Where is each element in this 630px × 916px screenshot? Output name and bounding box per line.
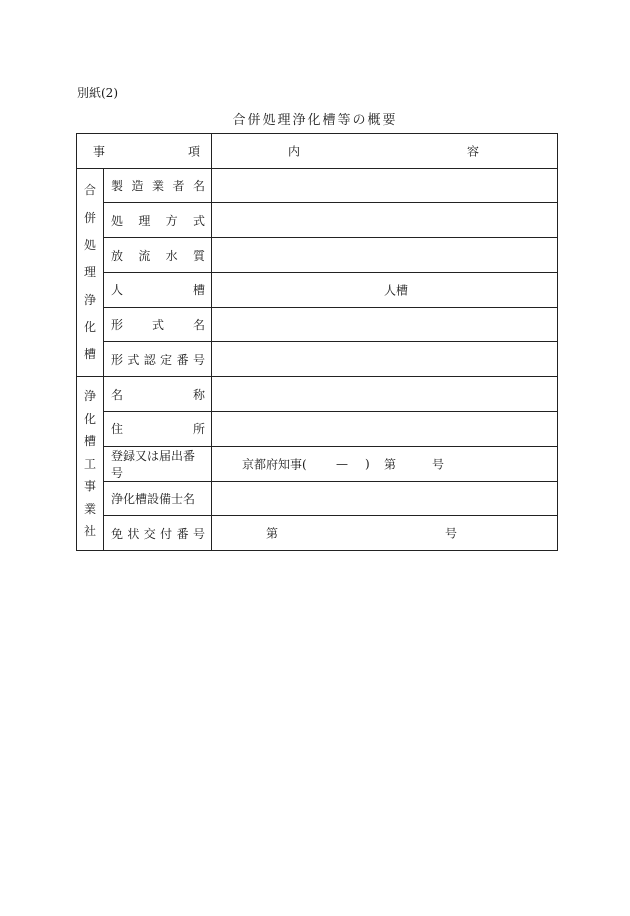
table-row (77, 342, 558, 377)
item-label-text: 人 (111, 283, 124, 298)
item-label-text: 質 (192, 248, 205, 263)
item-label-cell (104, 238, 212, 273)
table-row (77, 516, 558, 551)
group-label-cell (77, 168, 104, 377)
item-value-part: 京都府知事( (242, 457, 307, 472)
group-label-char: 槽 (83, 434, 96, 449)
header-item-right: 項 (188, 144, 201, 159)
group-label-char: 浄 (83, 292, 96, 307)
item-label-cell (104, 446, 212, 481)
attachment-label: 別紙(2) (77, 86, 118, 100)
item-label-text: 形 (111, 352, 124, 367)
header-item-cell (77, 134, 212, 169)
group-label-char: 理 (83, 265, 96, 280)
item-label-text: 槽 (192, 283, 205, 298)
item-label-text: 所 (192, 422, 205, 437)
item-label-text: 理 (138, 213, 151, 228)
item-label-text: 放 (111, 248, 124, 263)
item-value-cell (212, 377, 558, 412)
item-label-text: 式 (192, 213, 205, 228)
group-label-char: 工 (83, 456, 96, 471)
header-content-right: 容 (467, 144, 480, 159)
table-row (77, 238, 558, 273)
group-label-char: 業 (83, 501, 96, 516)
item-value-cell (212, 411, 558, 446)
item-value-cell (212, 238, 558, 273)
item-label-text: 番 (176, 352, 189, 367)
item-label-text: 流 (138, 248, 151, 263)
item-label-cell (104, 342, 212, 377)
item-value-part: — (336, 456, 348, 471)
group-label-char: 事 (83, 479, 96, 494)
table-row (77, 272, 558, 307)
item-label-text: 認 (143, 352, 156, 367)
item-value-cell (212, 481, 558, 516)
item-label-cell (104, 516, 212, 551)
item-value-cell (212, 446, 558, 481)
document-title: 合併処理浄化槽等の概要 (232, 113, 398, 128)
item-label-text: 方 (165, 213, 178, 228)
item-value-cell (212, 307, 558, 342)
item-label-text: 業 (151, 178, 164, 193)
item-label-cell (104, 168, 212, 203)
header-content-left: 内 (288, 144, 301, 159)
table-row (77, 203, 558, 238)
table-row (77, 307, 558, 342)
item-value-cell (212, 203, 558, 238)
item-label-text: 免 (111, 526, 124, 541)
item-label-cell (104, 411, 212, 446)
header-content-cell (212, 134, 558, 169)
group-label-char: 槽 (83, 347, 96, 362)
item-label-cell (104, 272, 212, 307)
item-label-text: 造 (131, 178, 144, 193)
item-label-text: 番 (176, 526, 189, 541)
item-label-text: 浄化槽設備士名 (111, 492, 196, 507)
item-label-text: 付 (160, 526, 173, 541)
item-value-part: 号 (445, 526, 458, 541)
summary-table (76, 133, 558, 551)
item-label-text: 定 (160, 352, 173, 367)
table-row (77, 481, 558, 516)
table-header-row (77, 134, 558, 169)
group-label-char: 化 (83, 411, 96, 426)
group-label-char: 併 (83, 210, 96, 225)
group-label-cell (77, 377, 104, 551)
item-value-cell (212, 342, 558, 377)
item-label-text: 交 (143, 526, 156, 541)
item-label-cell (104, 203, 212, 238)
item-value-part: 第 (266, 526, 279, 541)
item-label-text: 状 (127, 526, 140, 541)
item-value-text: 人槽 (384, 283, 409, 298)
item-label-text: 式 (151, 318, 164, 333)
item-label-text: 名 (192, 178, 205, 193)
table-row (77, 168, 558, 203)
item-label-text: 登録又は届出番号 (111, 448, 196, 480)
item-label-text: 者 (172, 178, 185, 193)
item-label-cell (104, 377, 212, 412)
item-label-text: 称 (192, 387, 205, 402)
item-label-text: 住 (111, 422, 124, 437)
item-label-text: 名 (192, 318, 205, 333)
group-label-char: 合 (83, 183, 96, 198)
table-row (77, 377, 558, 412)
header-item-left: 事 (93, 144, 106, 159)
item-value-part: 号 (432, 457, 445, 472)
item-value-cell (212, 516, 558, 551)
item-label-text: 号 (192, 352, 205, 367)
item-value-part: ) (365, 456, 370, 471)
item-value-part: 第 (384, 457, 397, 472)
group-label-char: 浄 (83, 389, 96, 404)
item-label-text: 水 (165, 248, 178, 263)
item-label-cell (104, 307, 212, 342)
item-label-cell (104, 481, 212, 516)
table-row (77, 411, 558, 446)
table-row (77, 446, 558, 481)
group-label-char: 処 (83, 237, 96, 252)
item-label-text: 名 (111, 387, 124, 402)
item-label-text: 処 (111, 213, 124, 228)
group-label-char: 社 (83, 523, 96, 538)
item-value-cell (212, 168, 558, 203)
item-label-text: 式 (127, 352, 140, 367)
item-value-cell (212, 272, 558, 307)
item-label-text: 号 (192, 526, 205, 541)
item-label-text: 形 (111, 318, 124, 333)
item-label-text: 製 (111, 178, 124, 193)
group-label-char: 化 (83, 320, 96, 335)
